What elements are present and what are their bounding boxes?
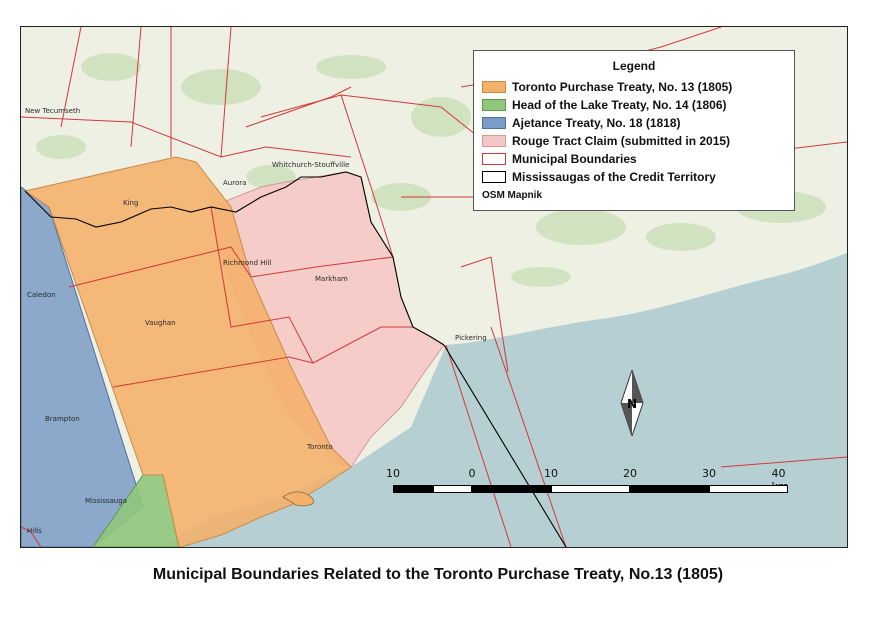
scale-tick-label: 40	[771, 467, 786, 480]
legend-swatch	[482, 135, 506, 147]
scale-segment	[630, 485, 709, 493]
label-vaughan: Vaughan	[145, 319, 176, 327]
label-richmond-hill: Richmond Hill	[223, 259, 272, 267]
legend-item	[482, 132, 786, 150]
legend-label: Head of the Lake Treaty, No. 14 (1806)	[512, 98, 727, 112]
scale-tick-label: 0	[468, 467, 476, 480]
scale-bar	[386, 467, 789, 497]
legend-item	[482, 168, 786, 186]
label-whitchurch: Whitchurch-Stouffville	[272, 161, 350, 169]
scale-tick-label: 20	[623, 467, 637, 480]
north-letter: N	[626, 397, 638, 411]
legend-credit: OSM Mapnik	[482, 190, 543, 201]
label-caledon: Caledon	[27, 291, 56, 299]
scale-tick-label: 10	[544, 467, 558, 480]
legend-swatch	[482, 153, 506, 165]
scale-tick-label: 10	[386, 467, 400, 480]
legend-item	[482, 78, 786, 96]
legend-label: Municipal Boundaries	[512, 152, 637, 166]
label-new-tecumseth: New Tecumseth	[25, 107, 81, 115]
label-mississauga: Mississauga	[85, 497, 127, 505]
label-brampton: Brampton	[45, 415, 80, 423]
legend-label: Toronto Purchase Treaty, No. 13 (1805)	[512, 80, 733, 94]
legend-item	[482, 114, 786, 132]
label-hills: Hills	[27, 527, 42, 535]
north-arrow-icon	[619, 370, 645, 436]
scale-tick-label: 30	[702, 467, 716, 480]
legend-items	[482, 78, 786, 186]
legend-swatch	[482, 117, 506, 129]
scale-segment	[393, 485, 433, 493]
legend-title: Legend	[612, 59, 656, 73]
legend-swatch	[482, 171, 506, 183]
map-frame[interactable]	[20, 26, 848, 548]
legend-item	[482, 96, 786, 114]
legend-swatch	[482, 99, 506, 111]
label-toronto: Toronto	[307, 443, 333, 451]
label-king: King	[123, 199, 139, 207]
scale-segment	[472, 485, 551, 493]
scale-segment	[709, 485, 788, 493]
scale-segment	[433, 485, 473, 493]
legend-swatch	[482, 81, 506, 93]
legend-label: Rouge Tract Claim (submitted in 2015)	[512, 134, 731, 148]
map-caption: Municipal Boundaries Related to the Toronto Purchase Treaty, No.13 (1805)	[152, 566, 724, 583]
label-markham: Markham	[315, 275, 348, 283]
legend-label: Ajetance Treaty, No. 18 (1818)	[512, 116, 681, 130]
label-pickering: Pickering	[455, 334, 487, 342]
legend	[473, 50, 795, 211]
scale-segment	[551, 485, 630, 493]
legend-item	[482, 150, 786, 168]
label-aurora: Aurora	[223, 179, 247, 187]
legend-label: Mississaugas of the Credit Territory	[512, 170, 716, 184]
